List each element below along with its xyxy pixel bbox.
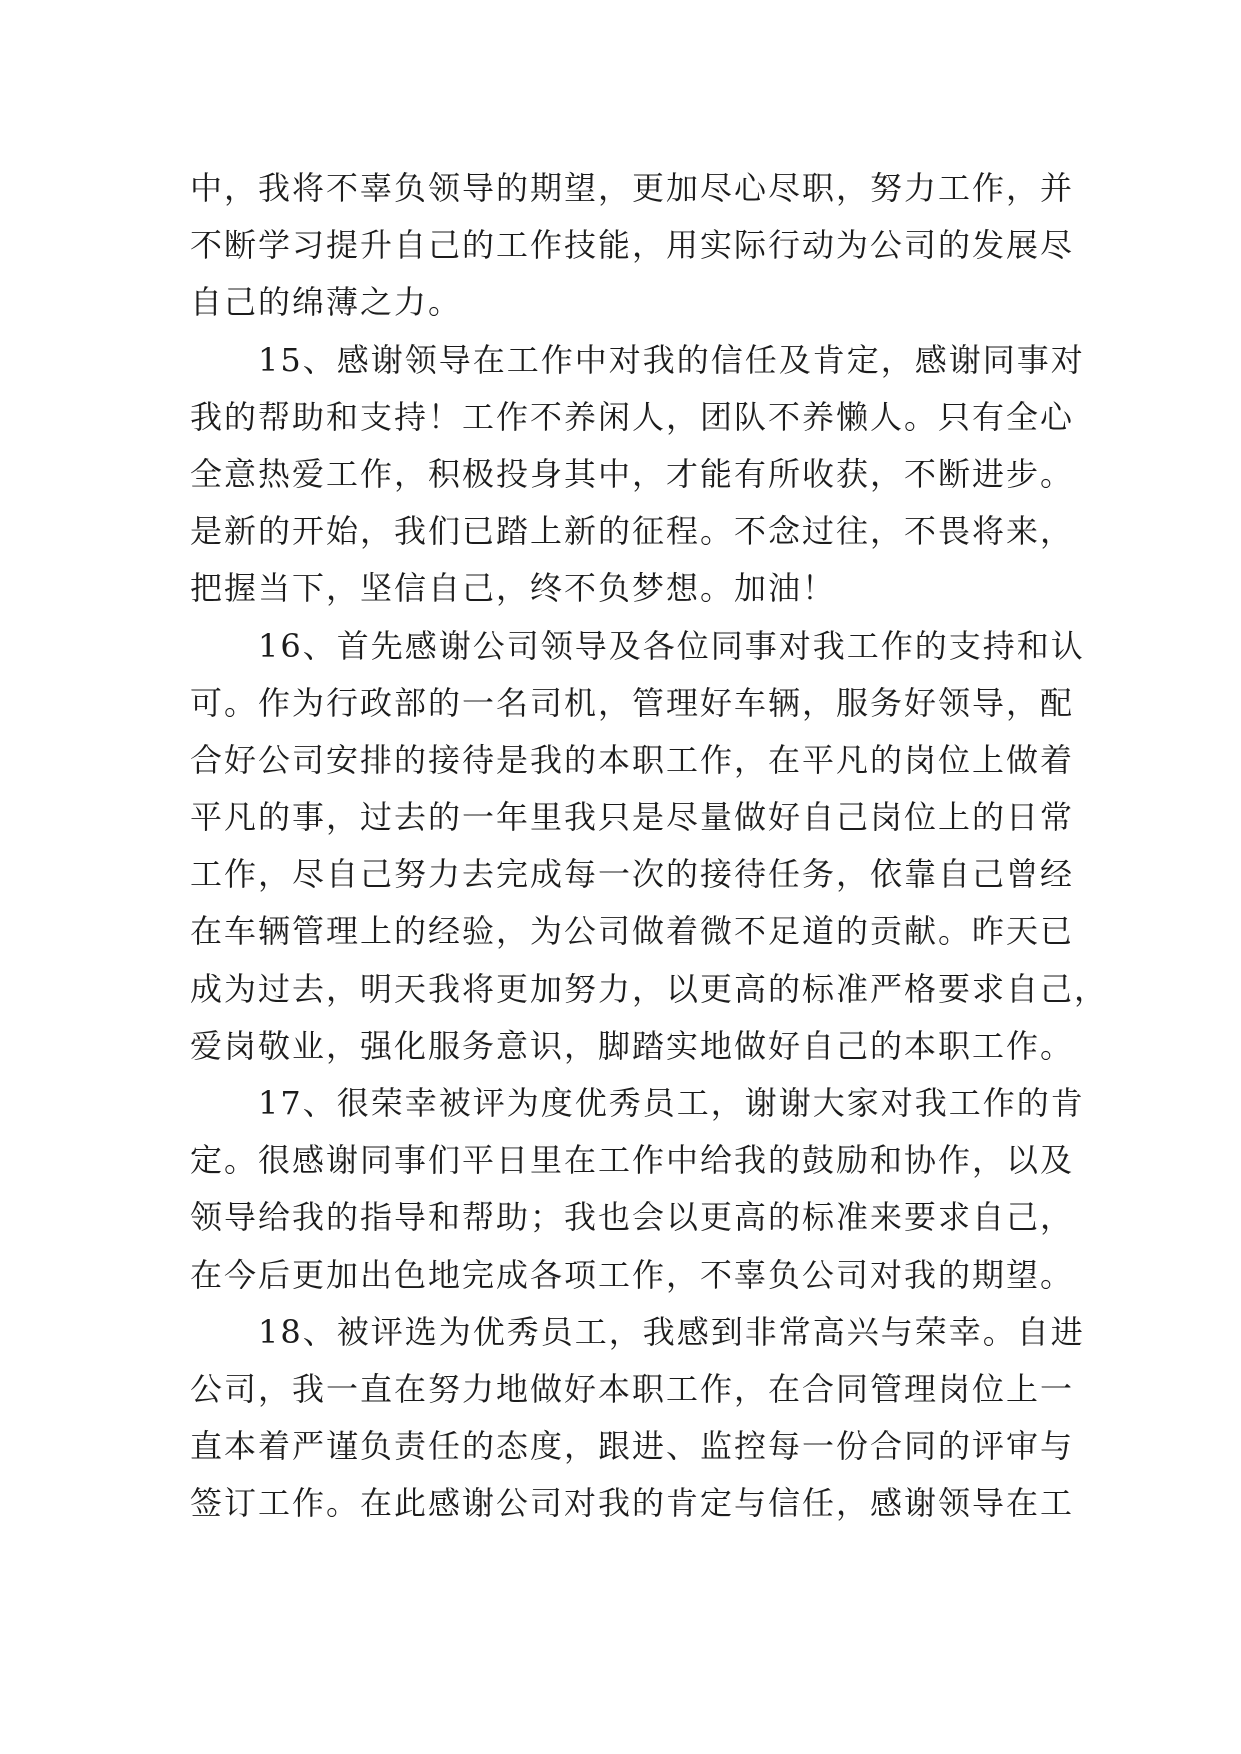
text-line: 在今后更加出色地完成各项工作，不辜负公司对我的期望。 (190, 1255, 1075, 1294)
text-line: 成为过去，明天我将更加努力，以更高的标准严格要求自己， (190, 969, 1109, 1008)
text-line: 是新的开始，我们已踏上新的征程。不念过往，不畏将来， (190, 512, 1075, 551)
paragraph-17-start: 17、很荣幸被评为度优秀员工，谢谢大家对我工作的肯 (190, 1084, 1085, 1122)
text-line: 在车辆管理上的经验，为公司做着微不足道的贡献。昨天已 (190, 912, 1075, 951)
text-line: 领导给我的指导和帮助；我也会以更高的标准来要求自己， (190, 1198, 1075, 1237)
paragraph-15-start: 15、感谢领导在工作中对我的信任及肯定，感谢同事对 (190, 340, 1085, 379)
text-line: 合好公司安排的接待是我的本职工作，在平凡的岗位上做着 (190, 740, 1075, 779)
text-line: 全意热爱工作，积极投身其中，才能有所收获，不断进步。 (190, 454, 1075, 493)
body-text (190, 160, 1109, 1533)
text-line: 可。作为行政部的一名司机，管理好车辆，服务好领导，配 (190, 683, 1075, 722)
text-line: 工作，尽自己努力去完成每一次的接待任务，依靠自己曾经 (190, 855, 1075, 894)
text-line: 签订工作。在此感谢公司对我的肯定与信任，感谢领导在工 (190, 1484, 1075, 1523)
text-line: 平凡的事，过去的一年里我只是尽量做好自己岗位上的日常 (190, 798, 1075, 837)
text-line: 公司，我一直在努力地做好本职工作，在合同管理岗位上一 (190, 1369, 1075, 1408)
paragraph-18-start: 18、被评选为优秀员工，我感到非常高兴与荣幸。自进 (190, 1312, 1085, 1351)
text-line: 定。很感谢同事们平日里在工作中给我的鼓励和协作，以及 (190, 1141, 1075, 1180)
text-line: 自己的绵薄之力。 (190, 283, 463, 322)
text-line: 把握当下，坚信自己，终不负梦想。加油！ (190, 569, 837, 608)
text-line: 爱岗敬业，强化服务意识，脚踏实地做好自己的本职工作。 (190, 1026, 1075, 1065)
text-line: 中，我将不辜负领导的期望，更加尽心尽职，努力工作，并 (190, 169, 1075, 207)
text-line: 我的帮助和支持！工作不养闲人，团队不养懒人。只有全心 (190, 397, 1075, 436)
text-line: 直本着严谨负责任的态度，跟进、监控每一份合同的评审与 (190, 1427, 1075, 1466)
paragraph-16-start: 16、首先感谢公司领导及各位同事对我工作的支持和认 (190, 626, 1085, 665)
text-line: 不断学习提升自己的工作技能，用实际行动为公司的发展尽 (190, 226, 1075, 265)
